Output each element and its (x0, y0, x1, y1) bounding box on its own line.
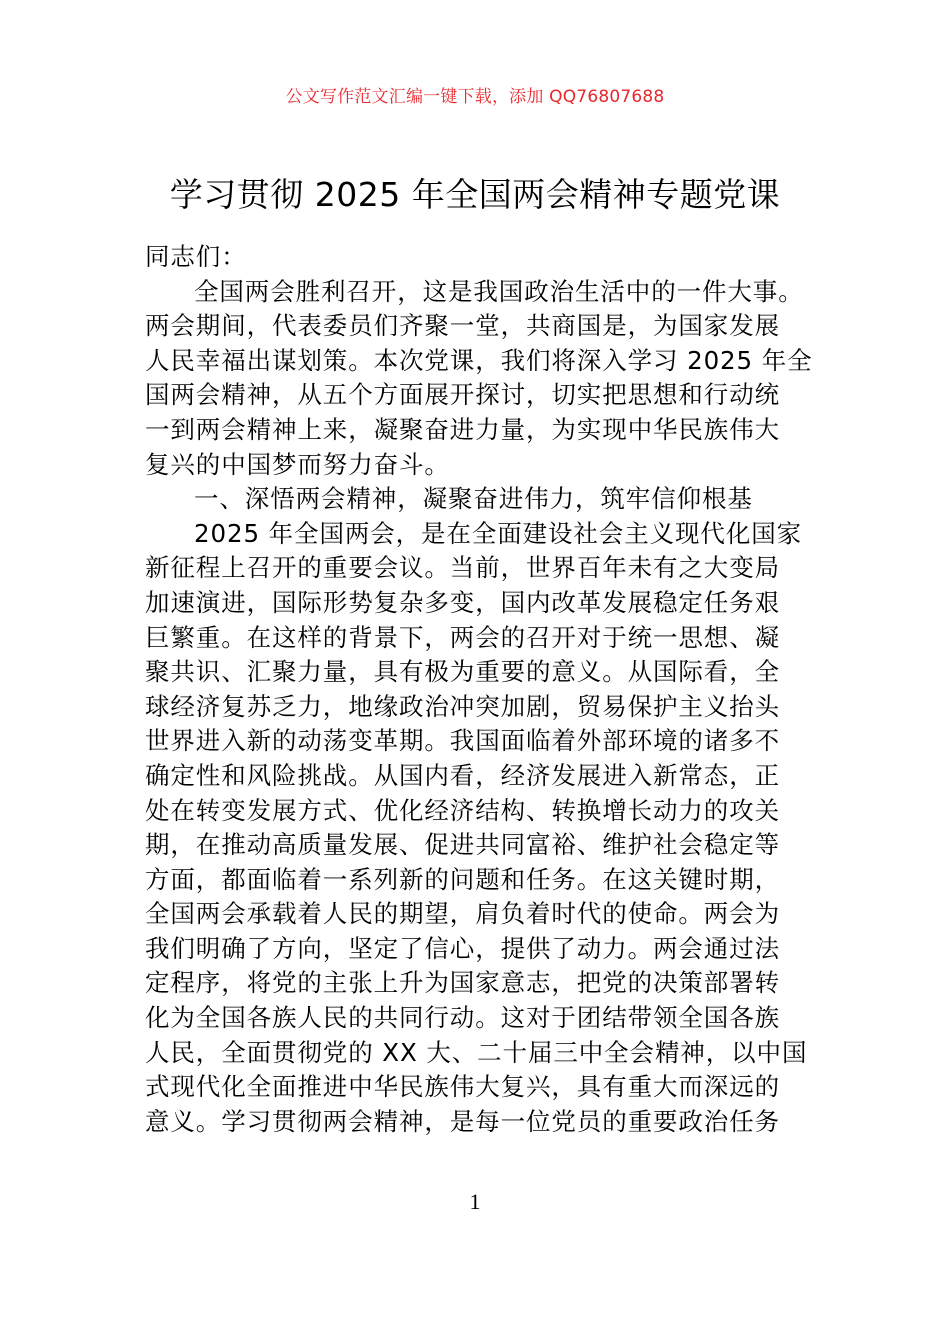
section-heading: 一、深悟两会精神，凝聚奋进伟力，筑牢信仰根基 (194, 484, 753, 514)
paragraph-line: 全国两会承载着人民的期望，肩负着时代的使命。两会为 (145, 899, 780, 929)
paragraph-line: 期，在推动高质量发展、促进共同富裕、维护社会稳定等 (145, 830, 780, 860)
paragraph-line: 我们明确了方向，坚定了信心，提供了动力。两会通过法 (145, 933, 780, 963)
paragraph-line: 复兴的中国梦而努力奋斗。 (145, 449, 450, 479)
paragraph-line: 化为全国各族人民的共同行动。这对于团结带领全国各族 (145, 1003, 780, 1033)
paragraph-line: 世界进入新的动荡变革期。我国面临着外部环境的诸多不 (145, 726, 780, 756)
page-number: 1 (469, 1189, 481, 1214)
download-promo-note: 公文写作范文汇编一键下载，添加 QQ76807688 (285, 87, 665, 107)
paragraph-line: 人民，全面贯彻党的 XX 大、二十届三中全会精神，以中国 (145, 1037, 808, 1067)
paragraph-line: 处在转变发展方式、优化经济结构、转换增长动力的攻关 (145, 795, 780, 825)
paragraph-line: 聚共识、汇聚力量，具有极为重要的意义。从国际看，全 (145, 657, 780, 687)
paragraph-line: 新征程上召开的重要会议。当前，世界百年未有之大变局 (145, 553, 780, 583)
paragraph-line: 定程序，将党的主张上升为国家意志，把党的决策部署转 (145, 968, 780, 998)
paragraph-line: 加速演进，国际形势复杂多变，国内改革发展稳定任务艰 (145, 587, 780, 617)
paragraph-line: 球经济复苏乏力，地缘政治冲突加剧，贸易保护主义抬头 (145, 691, 780, 721)
paragraph-line: 两会期间，代表委员们齐聚一堂，共商国是，为国家发展 (145, 311, 780, 341)
paragraph-line: 式现代化全面推进中华民族伟大复兴，具有重大而深远的 (145, 1072, 780, 1102)
document-title: 学习贯彻 2025 年全国两会精神专题党课 (169, 175, 781, 214)
paragraph-line: 方面，都面临着一系列新的问题和任务。在这关键时期， (145, 864, 780, 894)
paragraph-line: 一到两会精神上来，凝聚奋进力量，为实现中华民族伟大 (145, 414, 780, 444)
paragraph-line: 巨繁重。在这样的背景下，两会的召开对于统一思想、凝 (145, 622, 780, 652)
paragraph-line: 人民幸福出谋划策。本次党课，我们将深入学习 2025 年全 (145, 345, 813, 375)
paragraph-line: 国两会精神，从五个方面展开探讨，切实把思想和行动统 (145, 380, 780, 410)
salutation: 同志们： (145, 242, 247, 271)
paragraph-line: 意义。学习贯彻两会精神，是每一位党员的重要政治任务 (145, 1106, 780, 1136)
paragraph-line: 确定性和风险挑战。从国内看，经济发展进入新常态，正 (145, 760, 780, 790)
document-body (145, 240, 815, 1139)
paragraph-line: 全国两会胜利召开，这是我国政治生活中的一件大事。 (194, 276, 804, 306)
paragraph-line: 2025 年全国两会，是在全面建设社会主义现代化国家 (194, 518, 803, 548)
